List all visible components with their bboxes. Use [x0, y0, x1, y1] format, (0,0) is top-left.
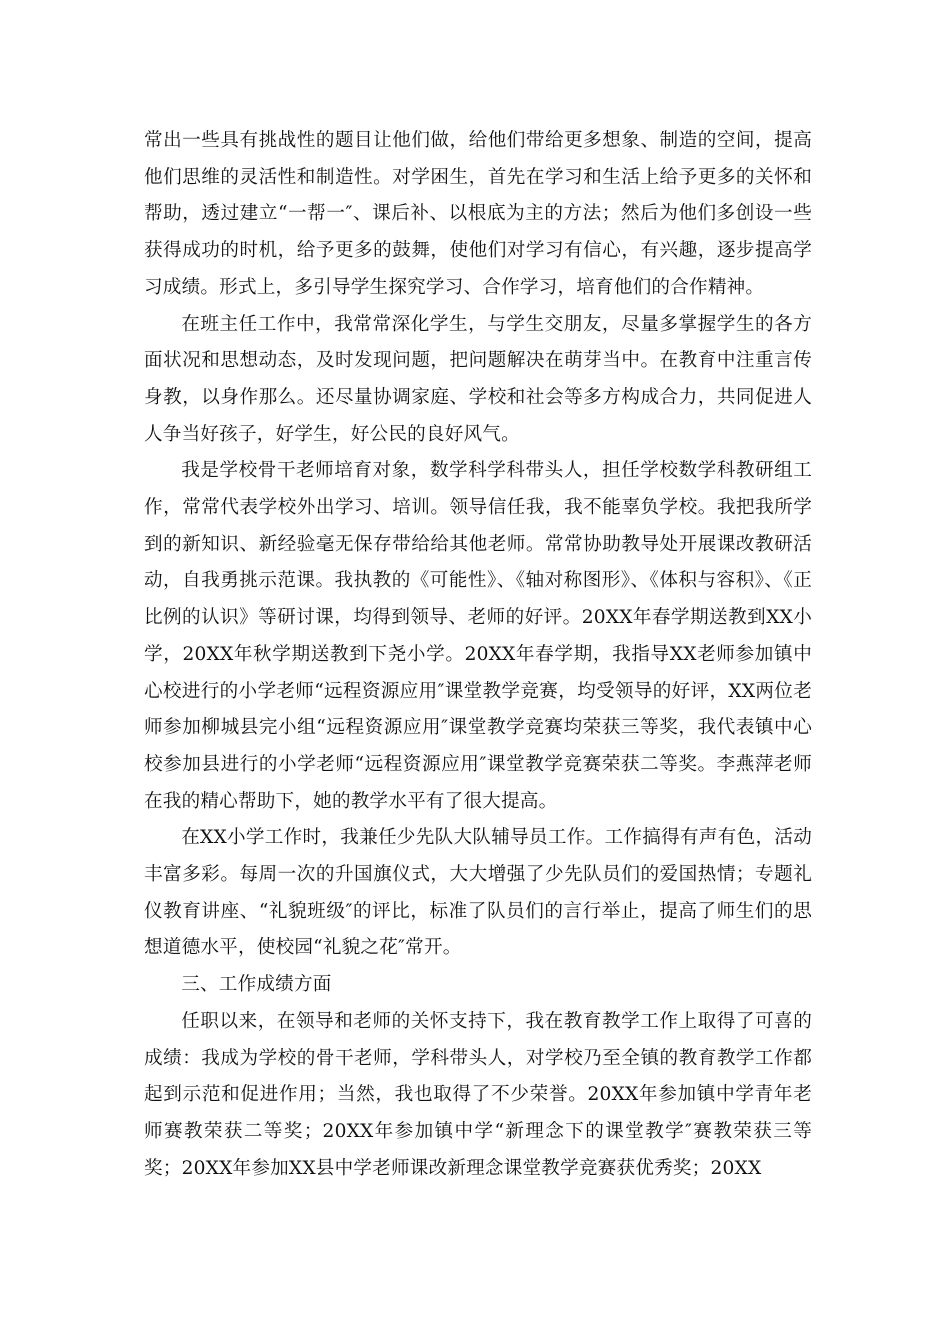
paragraph-5: 任职以来，在领导和老师的关怀支持下，我在教育教学工作上取得了可喜的成绩：我成为学校的骨干老师，学科带头人，对学校乃至全镇的教育教学工作都起到示范和促进作用；当然，我也取得了不少荣誉。20XX年参加镇中学青年老师赛教荣获二等奖；20XX年参加镇中学“新理念下的课堂教学″赛教荣获三等奖；20XX年参加XX县中学老师课改新理念课堂教学竞赛获优秀奖；20XX [144, 1010, 812, 1179]
document-body [144, 123, 812, 1187]
paragraph-1: 常出一些具有挑战性的题目让他们做，给他们带给更多想象、制造的空间，提高他们思维的灵活性和制造性。对学困生，首先在学习和生活上给予更多的关怀和帮助，透过建立“一帮一″、课后补、以根底为主的方法；然后为他们多创设一些获得成功的时机，给予更多的鼓舞，使他们对学习有信心，有兴趣，逐步提高学习成绩。形式上，多引导学生探究学习、合作学习，培育他们的合作精神。 [144, 130, 812, 298]
paragraph-3: 我是学校骨干老师培育对象，数学科学科带头人，担任学校数学科教研组工作，常常代表学校外出学习、培训。领导信任我，我不能辜负学校。我把我所学到的新知识、新经验毫无保存带给给其他老师。常常协助教导处开展课改教研活动，自我勇挑示范课。我执教的《可能性》、《轴对称图形》、《体积与容积》、《正比例的认识》等研讨课，均得到领导、老师的好评。20XX年春学期送教到XX小学，20XX年秋学期送教到下尧小学。20XX年春学期，我指导XX老师参加镇中心校进行的小学老师“远程资源应用″课堂教学竞赛，均受领导的好评，XX两位老师参加柳城县完小组“远程资源应用″课堂教学竞赛均荣获三等奖，我代表镇中心校参加县进行的小学老师“远程资源应用″课堂教学竞赛荣获二等奖。李燕萍老师在我的精心帮助下，她的教学水平有了很大提高。 [144, 460, 812, 812]
paragraph-2: 在班主任工作中，我常常深化学生，与学生交朋友，尽量多掌握学生的各方面状况和思想动态，及时发现问题，把问题解决在萌芽当中。在教育中注重言传身教，以身作那么。还尽量协调家庭、学校和社会等多方构成合力，共同促进人人争当好孩子，好学生，好公民的良好风气。 [144, 313, 812, 445]
section-heading: 三、工作成绩方面 [181, 974, 332, 996]
paragraph-4: 在XX小学工作时，我兼任少先队大队辅导员工作。工作搞得有声有色，活动丰富多彩。每周一次的升国旗仪式，大大增强了少先队员们的爱国热情；专题礼仪教育讲座、“礼貌班级″的评比，标准了队员们的言行举止，提高了师生们的思想道德水平，使校园“礼貌之花″常开。 [144, 827, 812, 959]
